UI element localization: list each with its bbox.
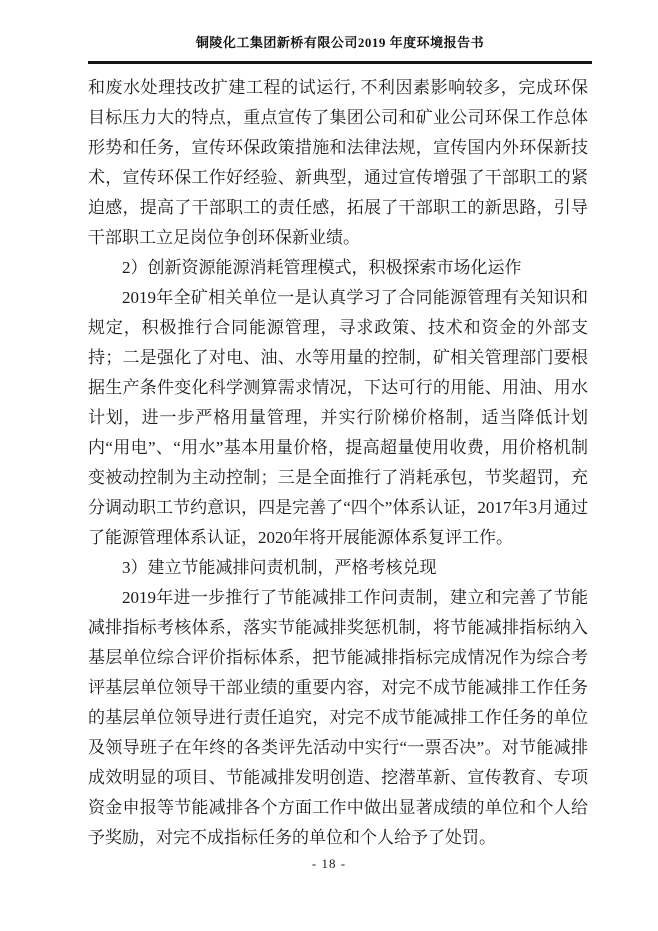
- document-header-title: 铜陵化工集团新桥有限公司2019 年度环境报告书: [195, 35, 485, 50]
- document-body: [88, 73, 588, 853]
- section-heading-3: 3）建立节能减排问责机制，严格考核兑现: [122, 558, 437, 577]
- paragraph-continuation: 和废水处理技改扩建工程的试运行, 不利因素影响较多，完成环保目标压力大的特点，重点宣传了集团公司和矿业公司环保工作总体形势和任务，宣传环保政策措施和法律法规，宣传国内外环保新技术，宣传环保工作好经验、新典型，通过宣传增强了干部职工的紧迫感，提高了干部职工的责任感，拓展了干部职工的新思路，引导干部职工立足岗位争创环保新业绩。: [88, 78, 588, 247]
- section-heading-2: 2）创新资源能源消耗管理模式，积极探索市场化运作: [122, 258, 522, 277]
- paragraph-energy-management: 2019年全矿相关单位一是认真学习了合同能源管理有关知识和规定，积极推行合同能源管理，寻求政策、技术和资金的外部支持；二是强化了对电、油、水等用量的控制，矿相关管理部门要根据生产条件变化科学测算需求情况，下达可行的用能、用油、用水计划，进一步严格用量管理，并实行阶梯价格制，适当降低计划内“用电”、“用水”基本用量价格，提高超量使用收费，用价格机制变被动控制为主动控制；三是全面推行了消耗承包，节奖超罚，充分调动职工节约意识，四是完善了“四个”体系认证，2017年3月通过了能源管理体系认证，2020年将开展能源体系复评工作。: [88, 288, 588, 547]
- page-number: - 18 -: [311, 856, 347, 871]
- page-header: [88, 34, 592, 64]
- paragraph-accountability: 2019年进一步推行了节能减排工作问责制，建立和完善了节能减排指标考核体系，落实节能减排奖惩机制，将节能减排指标纳入基层单位综合评价指标体系，把节能减排指标完成情况作为综合考评基层单位领导干部业绩的重要内容，对完不成节能减排工作任务的基层单位领导进行责任追究，对完不成节能减排工作任务的单位及领导班子在年终的各类评先活动中实行“一票否决”。对节能减排成效明显的项目、节能减排发明创造、挖潜革新、宣传教育、专项资金申报等节能减排各个方面工作中做出显著成绩的单位和个人给予奖励，对完不成指标任务的单位和个人给予了处罚。: [88, 588, 588, 847]
- header-divider: [88, 61, 592, 64]
